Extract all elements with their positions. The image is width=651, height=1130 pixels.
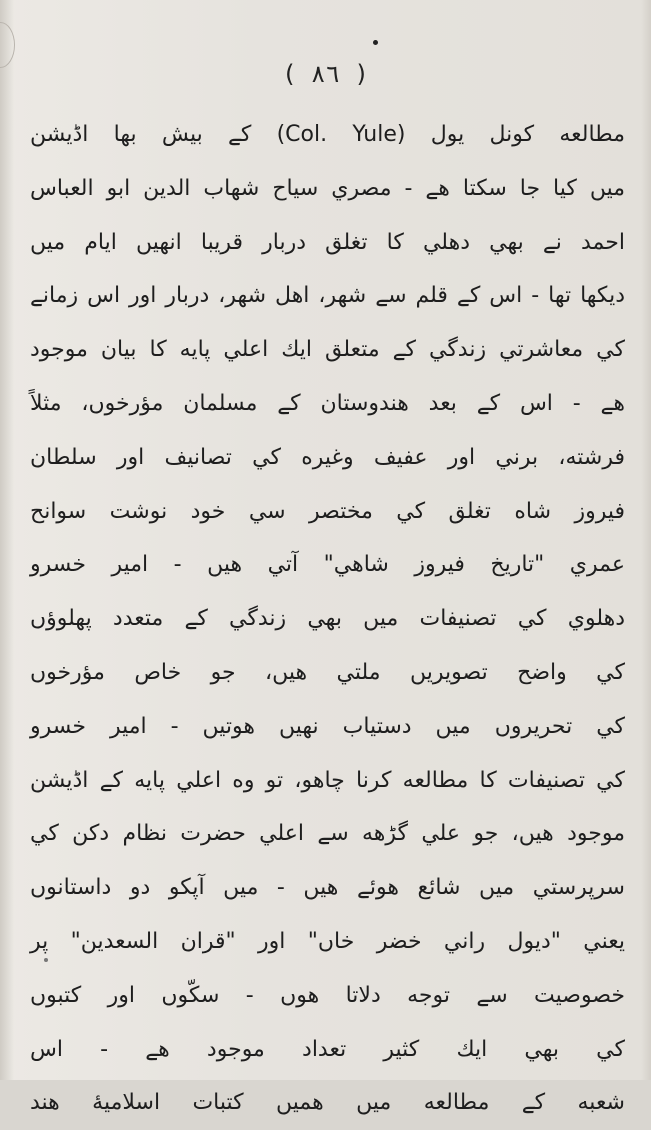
text-line: شعبه كے مطالعه ميں هميں كتبات اسلاميهٔ هند: [30, 1090, 625, 1116]
text-line: هے - اس كے بعد هندوستان كے مسلمان مؤرخوں، مثلاً: [30, 390, 625, 416]
page-number: ( ٨٦ ): [282, 60, 369, 88]
text-line: كي تصنيفات كا مطالعه كرنا چاهو، تو وه اعلي پايه كے اڈيشن: [30, 767, 625, 793]
text-line: ميں كيا جا سكتا هے - مصري سياح شهاب الدين ابو العباس: [30, 175, 625, 201]
text-line: سرپرستي ميں شائع هوئے هيں - ميں آپكو دو داستانوں: [30, 875, 625, 901]
text-line: فيروز شاه تغلق كي مختصر سي خود نوشت سوانح: [30, 498, 625, 524]
text-line: دهلوي كي تصنيفات ميں بهي زندگي كے متعدد پهلوؤں: [30, 606, 625, 632]
ink-speck: [373, 40, 378, 45]
text-line: احمد نے بهي دهلي كا تغلق دربار قريبا انهيں ايام ميں: [30, 229, 625, 255]
page-left-shadow: [0, 0, 14, 1080]
text-line: ديكها تها - اس كے قلم سے شهر، اهل شهر، دربار اور اس زمانے: [30, 283, 625, 309]
text-line: فرشته، برني اور عفيف وغيره كي تصانيف اور سلطان: [30, 444, 625, 470]
page-right-shadow: [641, 0, 651, 1080]
text-line: كي واضح تصويريں ملتي هيں، جو خاص مؤرخوں: [30, 659, 625, 685]
text-line: كي بهي ايك كثير تعداد موجود هے - اس: [30, 1036, 625, 1062]
text-line: موجود هيں، جو علي گڑهه سے اعلي حضرت نظام دكن كي: [30, 821, 625, 847]
text-line: كي معاشرتي زندگي كے متعلق ايك اعلي پايه كا بيان موجود: [30, 337, 625, 363]
text-line: عمري "تاريخ فيروز شاهي" آتي هيں - امير خسرو: [30, 552, 625, 578]
text-line: كي تحريروں ميں دستياب نهيں هوتيں - امير خسرو: [30, 713, 625, 739]
text-line: مطالعه كونل يول (Col. Yule) كے بيش بها اڈيشن: [30, 122, 625, 147]
text-line: خصوصيت سے توجه دلاتا هوں - سكّوں اور كتبوں: [30, 982, 625, 1008]
body-text: [30, 108, 625, 1130]
text-line: يعني "ديول راني خضر خاں" اور "قران السعدين" پر: [30, 928, 625, 954]
